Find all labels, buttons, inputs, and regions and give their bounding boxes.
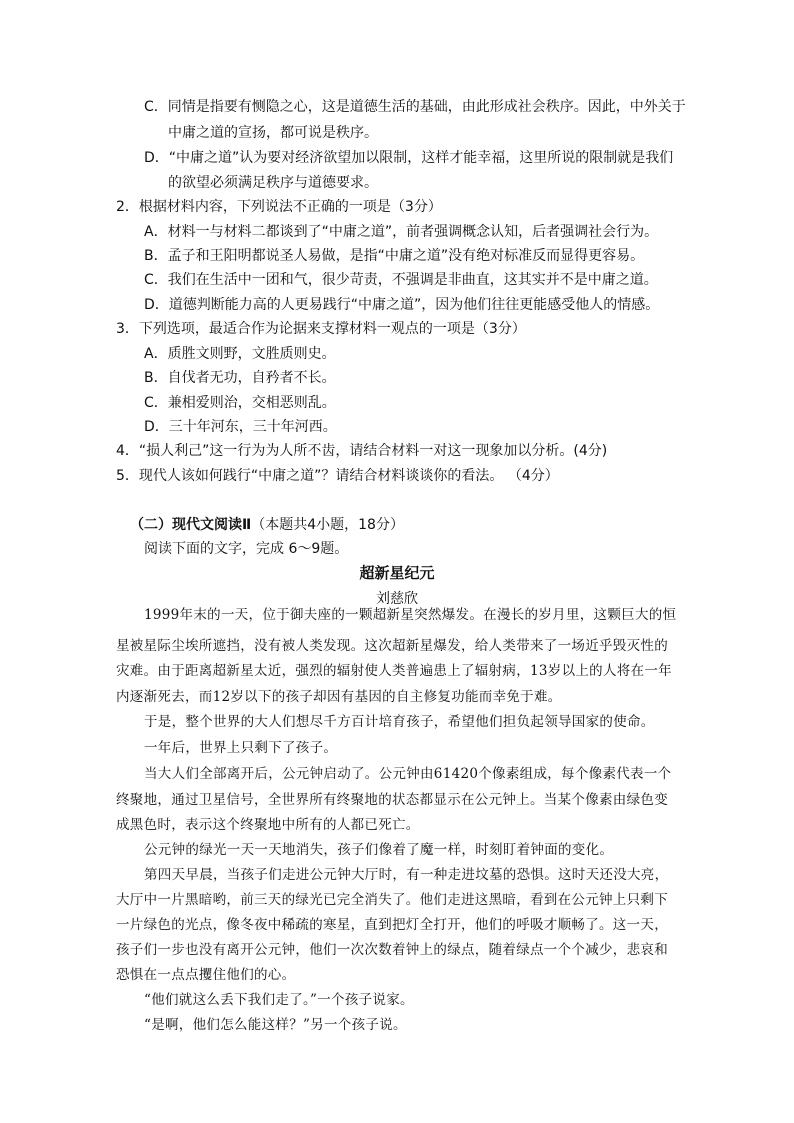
question-2-option-d: D．道德判断能力高的人更易践行“中庸之道”，因为他们往往更能感受他人的情感。	[144, 297, 660, 313]
story-paragraph-6-line2: 大厅中一片黑暗哟，前三天的绿光已完全消失了。他们走进这黑暗，看到在公元钟上只剩下	[116, 892, 668, 908]
story-paragraph-4-line1: 当大人们全部离开后，公元钟启动了。公元钟由61420个像素组成，每个像素代表一个	[144, 766, 672, 782]
story-paragraph-1-line4: 内逐渐死去，而12岁以下的孩子却因有基因的自主修复功能而幸免于难。	[116, 689, 562, 705]
question-3-option-d: D．三十年河东，三十年河西。	[144, 419, 337, 435]
question-3-stem: 3．下列选项，最适合作为论据来支撑材料一观点的一项是（3分）	[116, 321, 526, 337]
story-title: 超新星纪元	[359, 564, 435, 582]
section-2-instruction: 阅读下面的文字，完成 6～9题。	[144, 541, 349, 557]
question-3-option-a: A．质胜文则野，文胜质则史。	[144, 346, 336, 362]
question-2-option-b: B．孟子和王阳明都说圣人易做，是指“中庸之道”没有绝对标准反而显得更容易。	[144, 248, 645, 264]
q1-option-d-line2: 的欲望必须满足秩序与道德要求。	[168, 175, 378, 191]
story-paragraph-6-line3: 一片绿色的光点，像冬夜中稀疏的寒星，直到把灯全打开，他们的呼吸才顺畅了。这一天，	[116, 917, 668, 933]
q1-option-c-line1: C．同情是指要有恻隐之心，这是道德生活的基础，由此形成社会秩序。因此，中外关于	[144, 99, 686, 115]
story-paragraph-4-line3: 成黑色时，表示这个终聚地中所有的人都已死亡。	[116, 817, 420, 833]
story-paragraph-1-line3: 灾难。由于距离超新星太近，强烈的辐射使人类普遍患上了辐射病，13岁以上的人将在一年	[116, 663, 672, 679]
story-paragraph-6-line1: 第四天早晨，当孩子们走进公元钟大厅时，有一种走进坟墓的恐惧。这时天还没大亮，	[144, 867, 669, 883]
story-paragraph-2: 于是，整个世界的大人们想尽千方百计培育孩子，希望他们担负起领导国家的使命。	[144, 714, 655, 730]
question-4: 4．“损人利己”这一行为为人所不齿，请结合材料一对这一现象加以分析。(4分)	[116, 443, 608, 459]
question-2-stem: 2．根据材料内容，下列说法不正确的一项是（3分）	[116, 199, 442, 215]
story-paragraph-1-line2: 星被星际尘埃所遮挡，没有被人类发现。这次超新星爆发，给人类带来了一场近乎毁灭性的	[116, 638, 668, 654]
section-2-heading	[130, 515, 404, 535]
question-3-option-c: C．兼相爱则治，交相恶则乱。	[144, 395, 336, 411]
question-3-option-b: B．自伐者无功，自矜者不长。	[144, 370, 336, 386]
question-5: 5．现代人该如何践行“中庸之道”？请结合材料谈谈你的看法。 （4分）	[116, 468, 559, 484]
story-paragraph-4-line2: 终聚地，通过卫星信号，全世界所有终聚地的状态都显示在公元钟上。当某个像素由绿色变	[116, 792, 668, 808]
story-paragraph-6-line4: 孩子们一步也没有离开公元钟，他们一次次数着钟上的绿点，随着绿点一个个减少，悲哀和	[116, 942, 668, 958]
story-paragraph-6-line5: 恐惧在一点点攫住他们的心。	[116, 967, 296, 983]
story-paragraph-5: 公元钟的绿光一天一天地消失，孩子们像着了魔一样，时刻盯着钟面的变化。	[144, 842, 614, 858]
section-2-title: （二）现代文阅读Ⅱ	[130, 517, 252, 533]
story-dialogue-2: “是啊，他们怎么能这样？”另一个孩子说。	[144, 1017, 407, 1033]
question-2-option-c: C．我们在生活中一团和气，很少苛责，不强调是非曲直，这其实并不是中庸之道。	[144, 272, 658, 288]
section-2-note: （本题共4小题，18分）	[251, 517, 404, 533]
question-2-option-a: A．材料一与材料二都谈到了“中庸之道”，前者强调概念认知，后者强调社会行为。	[144, 224, 659, 240]
q1-option-d-line1: D．“中庸之道”认为要对经济欲望加以限制，这样才能幸福，这里所说的限制就是我们	[144, 150, 674, 166]
story-paragraph-1-line1: 1999年末的一天，位于御夫座的一颗超新星突然爆发。在漫长的岁月里，这颗巨大的恒	[144, 607, 677, 623]
q1-option-c-line2: 中庸之道的宣扬，都可说是秩序。	[168, 125, 378, 141]
story-paragraph-3: 一年后，世界上只剩下了孩子。	[144, 740, 338, 756]
story-author: 刘慈欣	[376, 591, 418, 607]
story-dialogue-1: “他们就这么丢下我们走了。”一个孩子说家。	[144, 992, 414, 1008]
